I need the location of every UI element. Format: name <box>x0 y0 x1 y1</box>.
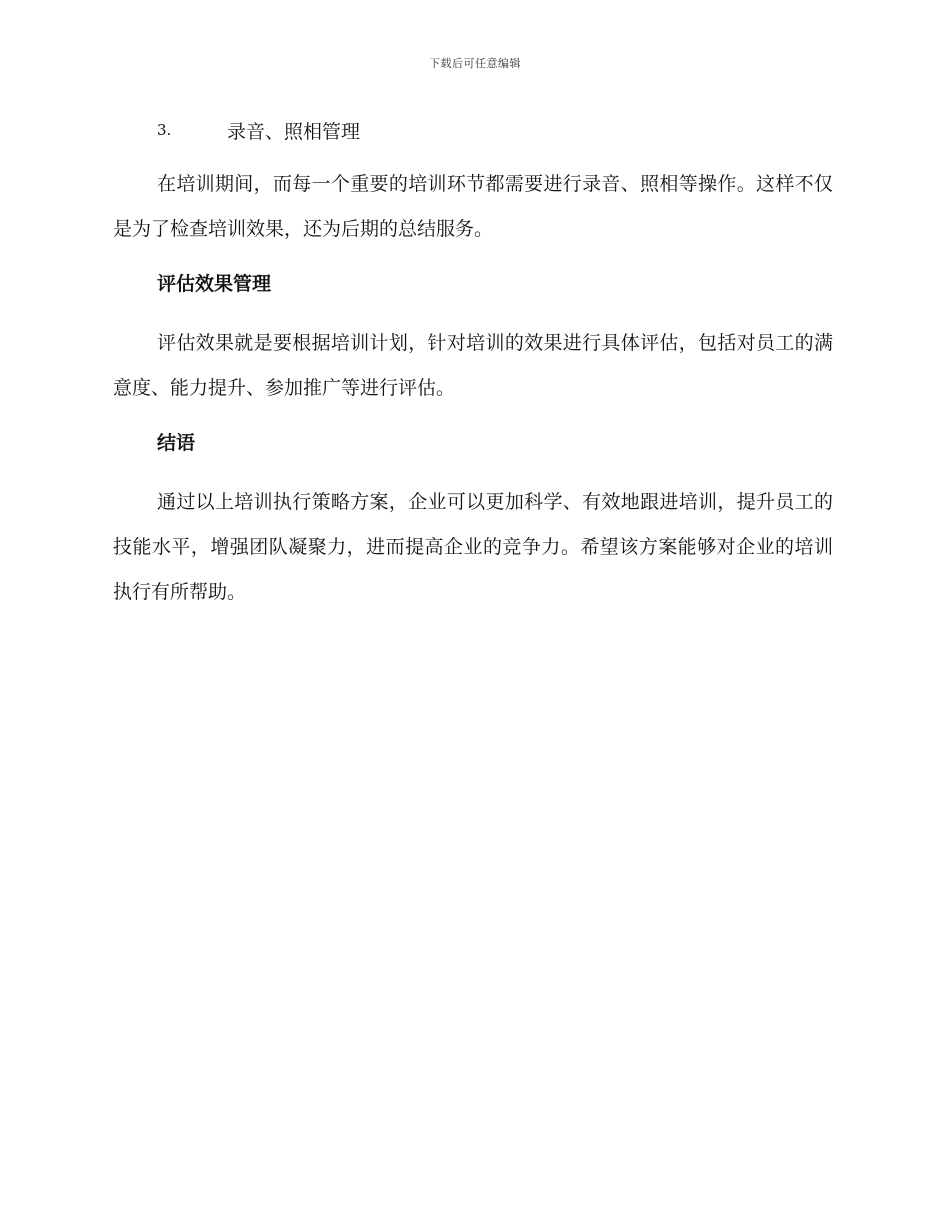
document-body <box>113 112 833 625</box>
paragraph-recording: 在培训期间，而每一个重要的培训环节都需要进行录音、照相等操作。这样不仅是为了检查培训效果，还为后期的总结服务。 <box>113 173 833 240</box>
section-heading-recording <box>113 112 833 148</box>
header-note: 下载后可任意编辑 <box>429 57 521 70</box>
heading-evaluation: 评估效果管理 <box>157 273 272 295</box>
paragraph-evaluation: 评估效果就是要根据培训计划，针对培训的效果进行具体评估，包括对员工的满意度、能力提升、参加推广等进行评估。 <box>113 332 833 399</box>
heading-conclusion: 结语 <box>157 432 196 454</box>
section-number: 3. <box>157 121 172 139</box>
section-title: 录音、照相管理 <box>227 120 361 143</box>
paragraph-conclusion: 通过以上培训执行策略方案，企业可以更加科学、有效地跟进培训，提升员工的技能水平，增强团队凝聚力，进而提高企业的竞争力。希望该方案能够对企业的培训执行有所帮助。 <box>113 491 833 603</box>
